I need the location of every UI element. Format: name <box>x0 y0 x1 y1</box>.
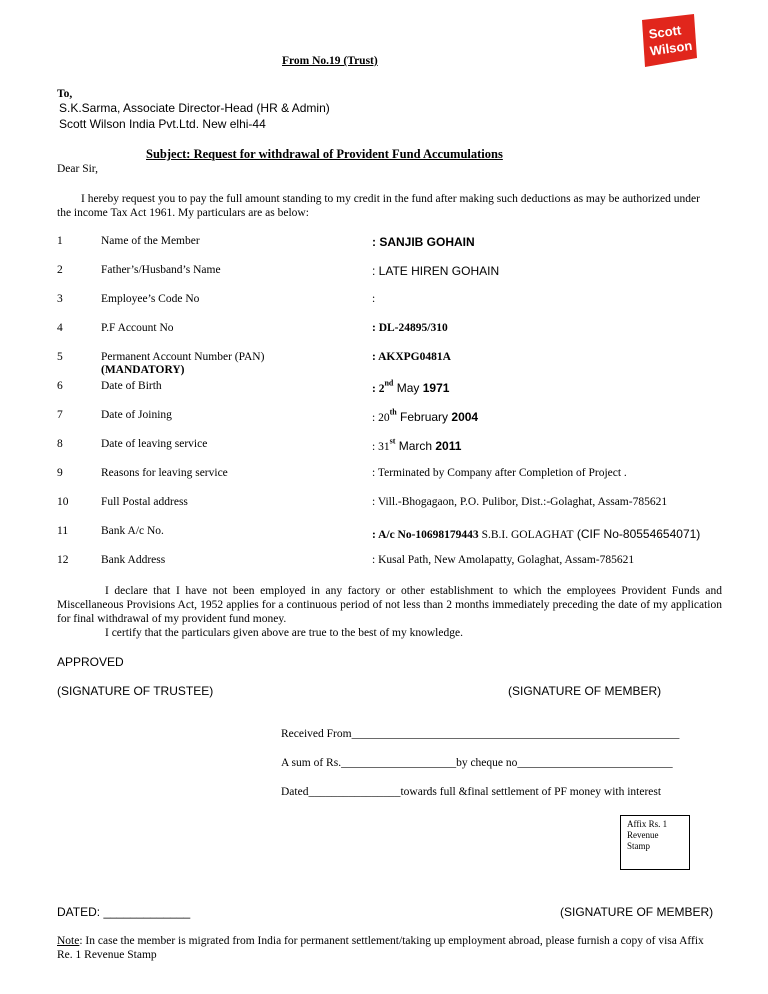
salutation: Dear Sir, <box>57 163 99 175</box>
row-label: Date of leaving service <box>101 438 208 450</box>
dob-value: : 2nd May 1971 <box>372 378 450 395</box>
stamp-line-2: Revenue <box>627 830 659 840</box>
row-number: 12 <box>57 554 69 566</box>
note-text: : In case the member is migrated from India for permanent settlement/taking up employment abroad, please furnish a copy of visa Affix Re. 1 Revenue Stamp <box>57 935 704 961</box>
intro-paragraph: I hereby request you to pay the full amount standing to my credit in the fund after making such deductions as may be authorized under the income Tax Act 1961. My particulars are as below: <box>57 193 700 219</box>
subject-line: Subject: Request for withdrawal of Provident Fund Accumulations <box>146 147 503 161</box>
father-name-value: : LATE HIREN GOHAIN <box>372 264 500 278</box>
revenue-stamp-box <box>620 815 690 870</box>
row-number: 10 <box>57 496 69 508</box>
received-from-line: Received From_________________________________________________________ <box>281 728 680 740</box>
scott-wilson-logo <box>640 14 698 68</box>
joining-date-value: : 20th February 2004 <box>372 407 479 424</box>
logo-text-line2: Wilson <box>648 37 694 59</box>
leaving-reason-value: : Terminated by Company after Completion of Project . <box>372 467 627 479</box>
bank-account-value: : A/c No-10698179443 S.B.I. GOLAGHAT (CIF No-80554654071) <box>372 527 701 541</box>
bank-address-value: : Kusal Path, New Amolapatty, Golaghat, Assam-785621 <box>372 554 635 566</box>
stamp-line-1: Affix Rs. 1 <box>627 819 668 829</box>
postal-address-value: : Vill.-Bhogagaon, P.O. Pulibor, Dist.:-Golaghat, Assam-785621 <box>372 496 668 508</box>
row-number: 7 <box>57 409 63 421</box>
row-label: Date of Birth <box>101 380 162 392</box>
row-number: 3 <box>57 293 63 305</box>
dated-settlement-line: Dated________________towards full &final settlement of PF money with interest <box>281 786 662 798</box>
addressee-line-2: Scott Wilson India Pvt.Ltd. New elhi-44 <box>59 117 266 131</box>
trustee-signature-label: (SIGNATURE OF TRUSTEE) <box>57 684 214 698</box>
form-title: From No.19 (Trust) <box>282 55 378 67</box>
row-label: Date of Joining <box>101 409 172 421</box>
row-number: 5 <box>57 351 63 363</box>
sum-cheque-line: A sum of Rs.____________________by cheque no___________________________ <box>281 757 673 769</box>
row-label: Employee’s Code No <box>101 293 200 305</box>
row-label: Bank A/c No. <box>101 525 164 537</box>
member-signature-footer: (SIGNATURE OF MEMBER) <box>560 905 714 919</box>
employee-code-value: : <box>372 293 376 305</box>
row-label: Reasons for leaving service <box>101 467 228 479</box>
declaration-paragraph: I declare that I have not been employed in any factory or other establishment to which the employees Provident Funds and Miscellaneous Provisions Act, 1952 applies for a continuous period of not less than 2 months immediately preceding the date of my application for final withdrawal of my provident fund money. <box>57 585 722 625</box>
member-signature-label: (SIGNATURE OF MEMBER) <box>508 684 662 698</box>
pan-mandatory-label: (MANDATORY) <box>101 364 185 376</box>
row-number: 8 <box>57 438 63 450</box>
row-label: Permanent Account Number (PAN) <box>101 351 265 363</box>
leaving-date-value: : 31st March 2011 <box>372 436 462 453</box>
row-label: Bank Address <box>101 554 166 566</box>
note <box>57 934 722 962</box>
certification-statement: I certify that the particulars given above are true to the best of my knowledge. <box>105 627 463 639</box>
row-label: Name of the Member <box>101 235 200 247</box>
to-label: To, <box>57 88 73 100</box>
stamp-line-3: Stamp <box>627 841 651 851</box>
row-label: P.F Account No <box>101 322 174 334</box>
member-name-value: : SANJIB GOHAIN <box>372 235 475 249</box>
dated-footer: DATED: _____________ <box>57 905 191 919</box>
row-label: Full Postal address <box>101 496 188 508</box>
row-label: Father’s/Husband’s Name <box>101 264 221 276</box>
row-number: 2 <box>57 264 63 276</box>
pf-account-value: : DL-24895/310 <box>372 322 448 334</box>
row-number: 11 <box>57 525 69 537</box>
note-label: Note <box>57 935 80 947</box>
row-number: 4 <box>57 322 63 334</box>
approved-label: APPROVED <box>57 655 124 669</box>
row-number: 1 <box>57 235 63 247</box>
addressee-line-1: S.K.Sarma, Associate Director-Head (HR & Admin) <box>59 101 330 115</box>
row-number: 6 <box>57 380 63 392</box>
row-number: 9 <box>57 467 63 479</box>
logo-text-line1: Scott <box>647 22 683 42</box>
pan-value: : AKXPG0481A <box>372 351 451 363</box>
